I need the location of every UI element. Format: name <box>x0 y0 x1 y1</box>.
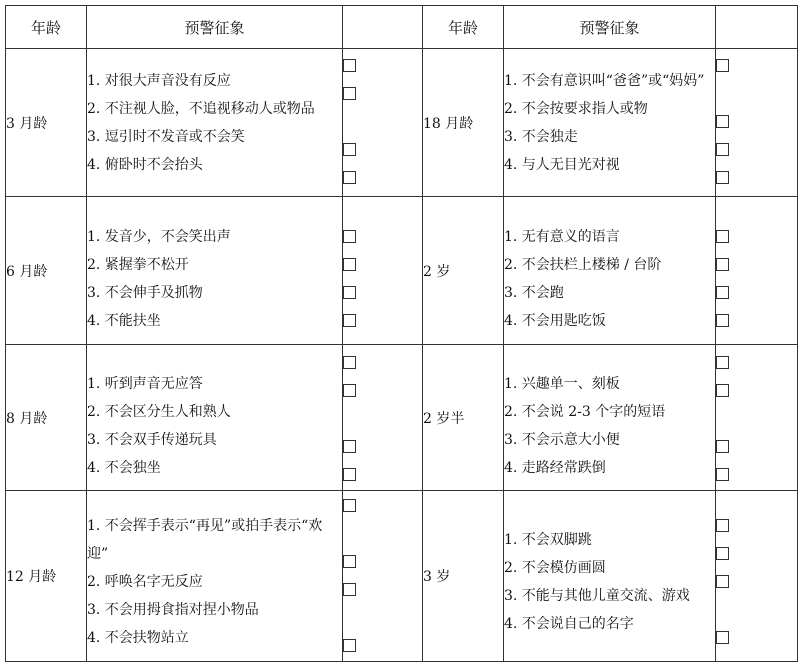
signs-header: 预警征象 <box>504 6 716 49</box>
checkbox[interactable] <box>343 143 356 156</box>
check-header <box>343 6 423 49</box>
age-cell: 8 月龄 <box>6 345 87 491</box>
checkbox[interactable] <box>716 314 729 327</box>
sign-item: 1. 无有意义的语言 <box>504 228 620 245</box>
sign-item: 3. 逗引时不发音或不会笑 <box>87 128 245 145</box>
warning-signs-table <box>5 5 798 662</box>
checkbox[interactable] <box>343 468 356 481</box>
checkbox[interactable] <box>343 87 356 100</box>
checkbox[interactable] <box>343 286 356 299</box>
checkbox[interactable] <box>343 356 356 369</box>
checkbox-cell <box>716 345 798 491</box>
checkbox[interactable] <box>716 440 729 453</box>
checkbox[interactable] <box>716 258 729 271</box>
checkbox-cell <box>343 491 423 662</box>
checkbox[interactable] <box>716 631 729 644</box>
checkbox[interactable] <box>343 499 356 512</box>
checkbox[interactable] <box>716 384 729 397</box>
sign-item: 2. 不会说 2-3 个字的短语 <box>504 403 666 420</box>
checkbox[interactable] <box>716 356 729 369</box>
sign-item: 4. 不会扶物站立 <box>87 630 189 646</box>
checkbox[interactable] <box>716 547 729 560</box>
checkbox[interactable] <box>343 230 356 243</box>
sign-item: 3. 不会独走 <box>504 128 578 145</box>
checkbox[interactable] <box>343 384 356 397</box>
sign-item: 2. 呼唤名字无反应 <box>87 574 203 590</box>
table-row <box>6 345 798 491</box>
sign-item: 4. 走路经常跌倒 <box>504 459 606 476</box>
checkbox[interactable] <box>343 555 356 568</box>
age-cell: 12 月龄 <box>6 491 87 662</box>
sign-item: 4. 不能扶坐 <box>87 312 161 329</box>
checkbox-cell <box>343 49 423 197</box>
checkbox[interactable] <box>716 59 729 72</box>
sign-item: 1. 兴趣单一、刻板 <box>504 375 620 392</box>
table-row <box>6 491 798 662</box>
checkbox[interactable] <box>343 171 356 184</box>
checkbox[interactable] <box>716 468 729 481</box>
age-header: 年龄 <box>423 6 504 49</box>
sign-item: 3. 不会用拇食指对捏小物品 <box>87 602 259 618</box>
sign-item: 4. 不会独坐 <box>87 459 161 476</box>
checkbox-cell <box>343 197 423 345</box>
checkbox-cell <box>716 49 798 197</box>
signs-cell <box>87 491 343 662</box>
signs-cell <box>87 197 343 345</box>
signs-cell <box>87 49 343 197</box>
sign-item: 1. 不会双脚跳 <box>504 532 592 548</box>
checkbox[interactable] <box>343 59 356 72</box>
checkbox[interactable] <box>716 143 729 156</box>
table-row <box>6 197 798 345</box>
sign-item: 3. 不会双手传递玩具 <box>87 431 217 448</box>
checkbox[interactable] <box>716 230 729 243</box>
sign-item: 1. 发音少，不会笑出声 <box>87 228 231 245</box>
table-row <box>6 49 798 197</box>
sign-item: 2. 紧握拳不松开 <box>87 256 189 273</box>
sign-item: 4. 不会说自己的名字 <box>504 616 634 632</box>
signs-cell <box>87 345 343 491</box>
checkbox[interactable] <box>343 314 356 327</box>
signs-cell <box>504 345 716 491</box>
sign-item: 2. 不会按要求指人或物 <box>504 100 648 117</box>
sign-item: 4. 与人无目光对视 <box>504 156 620 173</box>
age-cell: 6 月龄 <box>6 197 87 345</box>
sign-item: 2. 不会模仿画圆 <box>504 560 606 576</box>
sign-item: 4. 俯卧时不会抬头 <box>87 156 203 173</box>
checkbox[interactable] <box>716 575 729 588</box>
signs-cell <box>504 491 716 662</box>
age-cell: 3 岁 <box>423 491 504 662</box>
sign-item: 3. 不能与其他儿童交流、游戏 <box>504 588 690 604</box>
sign-item: 3. 不会跑 <box>504 284 564 301</box>
sign-item: 1. 不会有意识叫“爸爸”或“妈妈” <box>504 72 705 89</box>
checkbox[interactable] <box>343 258 356 271</box>
checkbox[interactable] <box>716 519 729 532</box>
sign-item: 1. 对很大声音没有反应 <box>87 72 231 89</box>
age-cell: 18 月龄 <box>423 49 504 197</box>
signs-cell <box>504 197 716 345</box>
age-header: 年龄 <box>6 6 87 49</box>
check-header <box>716 6 798 49</box>
sign-item: 3. 不会示意大小便 <box>504 431 620 448</box>
header-row <box>6 6 798 49</box>
signs-header: 预警征象 <box>87 6 343 49</box>
checkbox-cell <box>343 345 423 491</box>
checkbox[interactable] <box>343 639 356 652</box>
age-cell: 3 月龄 <box>6 49 87 197</box>
sign-item: 2. 不注视人脸，不追视移动人或物品 <box>87 100 315 117</box>
checkbox-cell <box>716 197 798 345</box>
checkbox[interactable] <box>716 171 729 184</box>
sign-item: 2. 不会区分生人和熟人 <box>87 403 231 420</box>
sign-item: 2. 不会扶栏上楼梯 / 台阶 <box>504 256 662 273</box>
sign-item: 1. 不会挥手表示“再见”或拍手表示“欢迎” <box>87 518 323 562</box>
age-cell: 2 岁 <box>423 197 504 345</box>
checkbox-cell <box>716 491 798 662</box>
sign-item: 1. 听到声音无应答 <box>87 375 203 392</box>
age-cell: 2 岁半 <box>423 345 504 491</box>
checkbox[interactable] <box>716 286 729 299</box>
signs-cell <box>504 49 716 197</box>
checkbox[interactable] <box>716 115 729 128</box>
sign-item: 4. 不会用匙吃饭 <box>504 312 606 329</box>
sign-item: 3. 不会伸手及抓物 <box>87 284 203 301</box>
checkbox[interactable] <box>343 440 356 453</box>
checkbox[interactable] <box>343 583 356 596</box>
